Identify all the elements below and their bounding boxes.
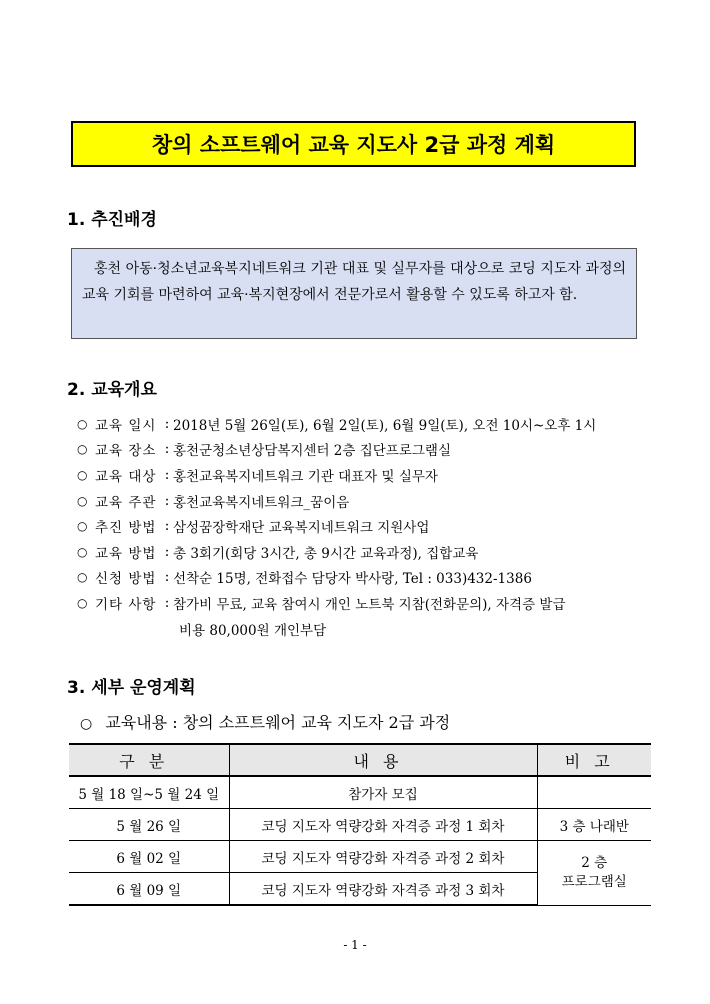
- bullet-icon: ○: [77, 570, 88, 585]
- note-cell: 3 층 나래반: [537, 809, 651, 841]
- background-box: [71, 248, 637, 339]
- course-content-label: 교육내용 : 창의 소프트웨어 교육 지도자 2급 과정: [105, 713, 451, 732]
- overview-item: ○ 교육 장소 : 홍천군청소년상담복지센터 2층 집단프로그램실: [77, 441, 451, 460]
- section2-heading: 2. 교육개요: [67, 380, 157, 400]
- overview-item: ○ 기타 사항 : 참가비 무료, 교육 참여시 개인 노트북 지참(전화문의), 자격증 발급: [77, 594, 566, 613]
- overview-item: ○ 교육 주관 : 홍천교육복지네트워크_꿈이음: [77, 492, 350, 511]
- schedule-table: [69, 743, 651, 906]
- overview-item: ○ 교육 일시 : 2018년 5월 26일(토), 6월 2일(토), 6월 9일(토), 오전 10시~오후 1시: [77, 415, 597, 434]
- overview-item-continuation: 비용 80,000원 개인부담: [179, 622, 327, 639]
- table-header-row: [69, 744, 651, 776]
- overview-item: ○ 교육 방법 : 총 3회기(회당 3시간, 총 9시간 교육과정), 집합교육: [77, 543, 479, 562]
- date-cell: 5 월 26 일: [69, 809, 229, 841]
- overview-item: ○ 교육 대상 : 홍천교육복지네트워크 기관 대표자 및 실무자: [77, 466, 438, 485]
- bullet-icon: ○: [77, 493, 88, 508]
- bullet-icon: ○: [77, 519, 88, 534]
- table-row: [69, 809, 651, 841]
- overview-item: ○ 추진 방법 : 삼성꿈장학재단 교육복지네트워크 지원사업: [77, 518, 430, 537]
- document-title: 창의 소프트웨어 교육 지도사 2급 과정 계획: [71, 121, 636, 167]
- note-cell: 2 층 프로그램실: [537, 841, 651, 906]
- content-cell: 코딩 지도자 역량강화 자격증 과정 3 회차: [229, 873, 537, 906]
- column-header: 구분: [69, 744, 229, 776]
- table-row: [69, 841, 651, 873]
- section1-heading: 1. 추진배경: [67, 210, 157, 230]
- table-row: [69, 776, 651, 809]
- overview-item: ○ 신청 방법 : 선착순 15명, 전화접수 담당자 박사랑, Tel : 033)432-1386: [77, 569, 532, 588]
- background-text: 홍천 아동·청소년교육복지네트워크 기관 대표 및 실무자를 대상으로 코딩 지도자 과정의 교육 기회를 마련하여 교육·복지현장에서 전문가로서 활용할 수 있도록 하고자 함.: [82, 261, 626, 303]
- column-header: 내용: [229, 744, 537, 776]
- date-cell: 6 월 09 일: [69, 873, 229, 906]
- bullet-icon: ○: [77, 544, 88, 559]
- bullet-icon: ○: [77, 595, 88, 610]
- date-cell: 5 월 18 일~5 월 24 일: [69, 776, 229, 809]
- column-header: 비고: [537, 744, 651, 776]
- course-content-line: [80, 710, 450, 733]
- bullet-icon: ○: [77, 442, 88, 457]
- content-cell: 코딩 지도자 역량강화 자격증 과정 1 회차: [229, 809, 537, 841]
- bullet-icon: ○: [80, 716, 93, 732]
- overview-list: [77, 411, 657, 641]
- content-cell: 코딩 지도자 역량강화 자격증 과정 2 회차: [229, 841, 537, 873]
- page-number: - 1 -: [343, 938, 367, 952]
- date-cell: 6 월 02 일: [69, 841, 229, 873]
- section3-heading: 3. 세부 운영계획: [67, 678, 196, 698]
- content-cell: 참가자 모집: [229, 776, 537, 809]
- note-cell: [537, 776, 651, 809]
- bullet-icon: ○: [77, 467, 88, 482]
- bullet-icon: ○: [77, 416, 88, 431]
